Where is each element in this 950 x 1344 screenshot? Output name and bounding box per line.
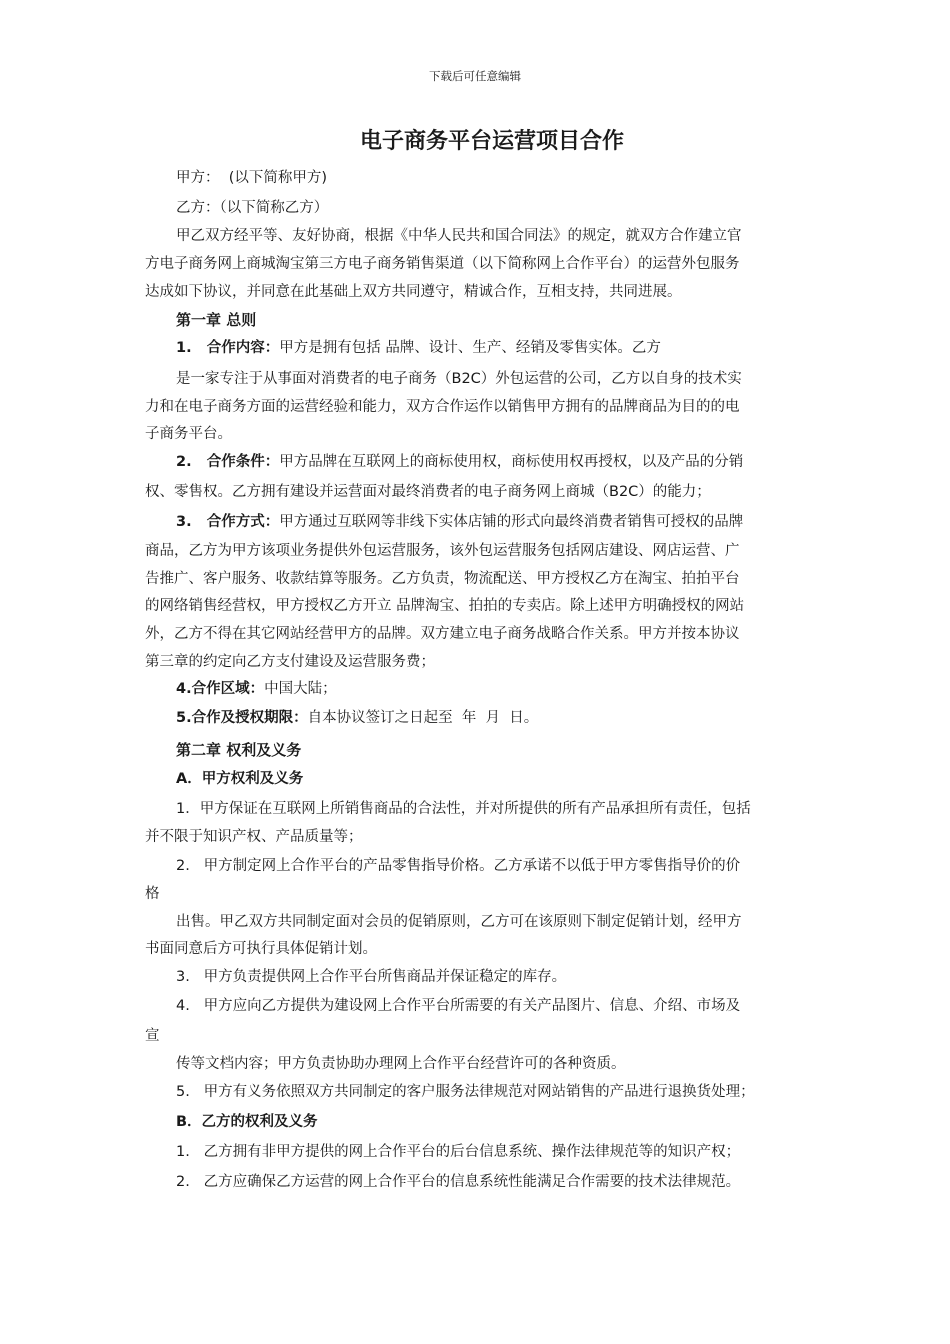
chapter-1-item-3 <box>176 512 743 532</box>
chapter-1-item-5 <box>176 708 538 728</box>
item-label: 1. 合作内容： <box>176 340 280 356</box>
intro-line: 方电子商务网上商城淘宝第三方电子商务销售渠道（以下简称网上合作平台）的运营外包服务 <box>145 256 740 272</box>
chapter-1-item-4 <box>176 679 337 699</box>
paragraph-line: 2. 甲方制定网上合作平台的产品零售指导价格。乙方承诺不以低于甲方零售指导价的价 <box>176 858 741 874</box>
item-text: 自本协议签订之日起至 年 月 日。 <box>307 710 539 726</box>
paragraph-line: 书面同意后方可执行具体促销计划。 <box>145 941 377 957</box>
paragraph-line: 子商务平台。 <box>145 426 232 442</box>
paragraph-line: 3. 甲方负责提供网上合作平台所售商品并保证稳定的库存。 <box>176 969 567 985</box>
paragraph-line: 外，乙方不得在其它网站经营甲方的品牌。双方建立电子商务战略合作关系。甲方并按本协议 <box>145 626 740 642</box>
paragraph-line: 告推广、客户服务、收款结算等服务。乙方负责，物流配送、甲方授权乙方在淘宝、拍拍平台 <box>145 571 740 587</box>
party-a-line: 甲方： (以下简称甲方) <box>176 170 328 186</box>
intro-line: 甲乙双方经平等、友好协商，根据《中华人民共和国合同法》的规定，就双方合作建立官 <box>176 228 742 244</box>
paragraph-line: 宣 <box>145 1028 160 1044</box>
paragraph-line: 1. 乙方拥有非甲方提供的网上合作平台的后台信息系统、操作法律规范等的知识产权； <box>176 1144 741 1160</box>
item-text: 中国大陆； <box>264 681 337 697</box>
paragraph-line: 并不限于知识产权、产品质量等； <box>145 829 363 845</box>
paragraph-line: 格 <box>145 886 160 902</box>
item-text: 甲方是拥有包括 品牌、设计、生产、经销及零售实体。乙方 <box>279 340 661 356</box>
item-label: 3. 合作方式： <box>176 514 280 530</box>
item-label: 4.合作区域： <box>176 681 265 697</box>
chapter-2-heading: 第二章 权利及义务 <box>176 741 302 759</box>
paragraph-line: 1．甲方保证在互联网上所销售商品的合法性，并对所提供的所有产品承担所有责任，包括 <box>176 801 751 817</box>
item-label: 5.合作及授权期限： <box>176 710 308 726</box>
section-a-heading: A．甲方权利及义务 <box>176 771 304 787</box>
item-text: 甲方品牌在互联网上的商标使用权，商标使用权再授权，以及产品的分销 <box>279 454 744 470</box>
paragraph-line: 权、零售权。乙方拥有建设并运营面对最终消费者的电子商务网上商城（B2C）的能力； <box>145 484 711 500</box>
paragraph-line: 传等文档内容；甲方负责协助办理网上合作平台经营许可的各种资质。 <box>176 1056 626 1072</box>
section-b-heading: B．乙方的权利及义务 <box>176 1114 318 1130</box>
chapter-1-item-2 <box>176 452 743 472</box>
chapter-1-heading: 第一章 总则 <box>176 311 257 329</box>
paragraph-line: 2. 乙方应确保乙方运营的网上合作平台的信息系统性能满足合作需要的技术法律规范。 <box>176 1174 741 1190</box>
paragraph-line: 出售。甲乙双方共同制定面对会员的促销原则，乙方可在该原则下制定促销计划，经甲方 <box>176 914 742 930</box>
paragraph-line: 4. 甲方应向乙方提供为建设网上合作平台所需要的有关产品图片、信息、介绍、市场及 <box>176 998 741 1014</box>
intro-line: 达成如下协议，并同意在此基础上双方共同遵守，精诚合作，互相支持，共同进展。 <box>145 284 682 300</box>
page-header-note: 下载后可任意编辑 <box>429 69 521 83</box>
paragraph-line: 5. 甲方有义务依照双方共同制定的客户服务法律规范对网站销售的产品进行退换货处理； <box>176 1084 755 1100</box>
party-b-line: 乙方：（以下简称乙方） <box>176 200 329 216</box>
paragraph-line: 力和在电子商务方面的运营经验和能力，双方合作运作以销售甲方拥有的品牌商品为目的的电 <box>145 399 740 415</box>
item-label: 2. 合作条件： <box>176 454 280 470</box>
document-title: 电子商务平台运营项目合作 <box>359 129 624 154</box>
paragraph-line: 是一家专注于从事面对消费者的电子商务（B2C）外包运营的公司，乙方以自身的技术实 <box>176 371 742 387</box>
paragraph-line: 第三章的约定向乙方支付建设及运营服务费； <box>145 654 435 670</box>
chapter-1-item-1 <box>176 338 661 358</box>
item-text: 甲方通过互联网等非线下实体店铺的形式向最终消费者销售可授权的品牌 <box>279 514 744 530</box>
paragraph-line: 的网络销售经营权，甲方授权乙方开立 品牌淘宝、拍拍的专卖店。除上述甲方明确授权的网站 <box>145 598 745 614</box>
paragraph-line: 商品，乙方为甲方该项业务提供外包运营服务，该外包运营服务包括网店建设、网店运营、广 <box>145 543 740 559</box>
